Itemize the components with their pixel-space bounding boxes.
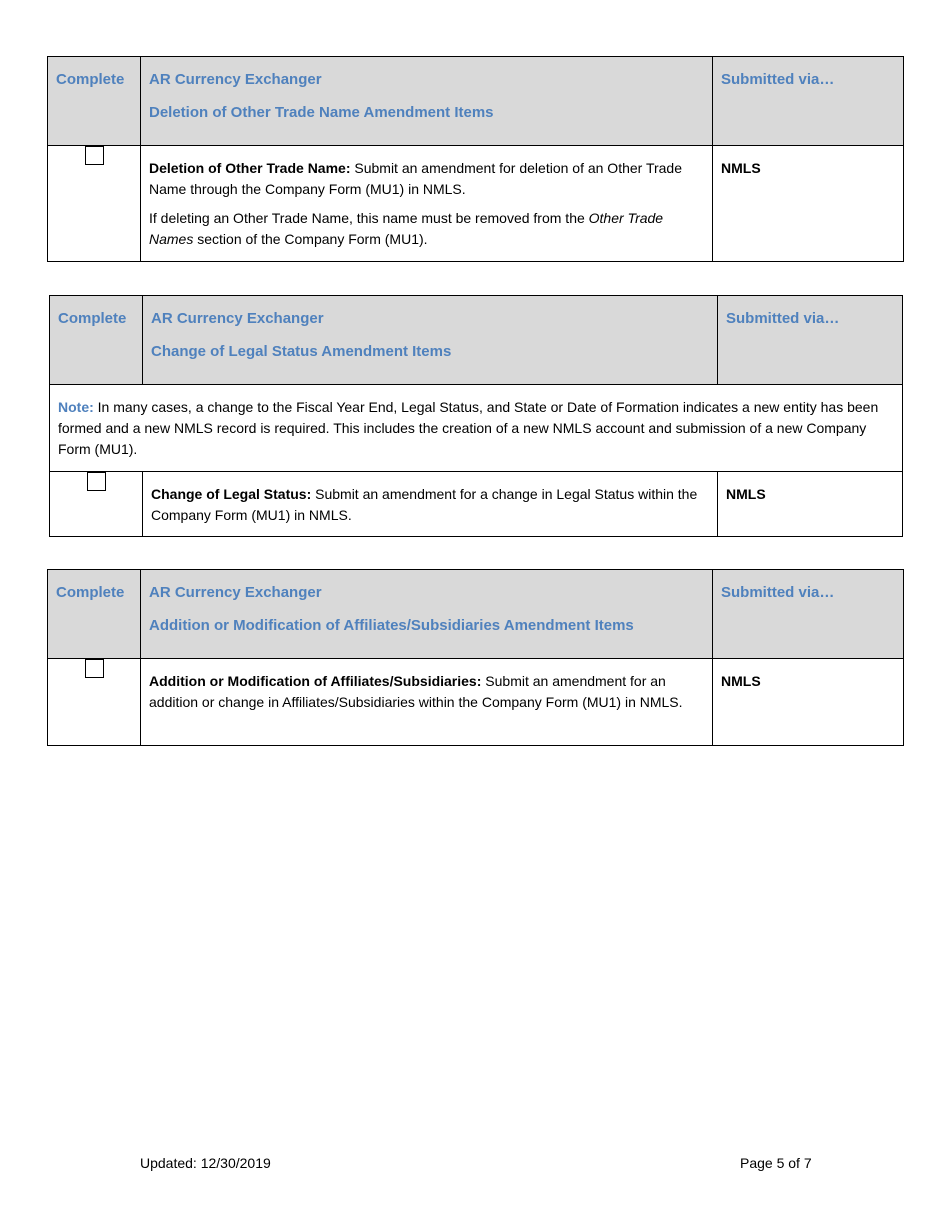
section-subtitle: Change of Legal Status Amendment Items (151, 343, 452, 360)
table-row (48, 659, 904, 746)
section-title: AR Currency Exchanger (149, 584, 322, 601)
complete-checkbox[interactable] (85, 146, 104, 165)
section-title-cell (141, 57, 713, 146)
section-subtitle: Deletion of Other Trade Name Amendment Items (149, 104, 494, 121)
complete-column-header: Complete (50, 296, 143, 385)
item-note-italic: Other Trade Names (149, 210, 664, 247)
complete-checkbox[interactable] (87, 472, 106, 491)
item-description (141, 659, 713, 746)
section-subtitle: Addition or Modification of Affiliates/Subsidiaries Amendment Items (149, 617, 634, 634)
item-label: Deletion of Other Trade Name: (149, 160, 351, 176)
complete-cell (48, 146, 141, 262)
table-row (48, 146, 904, 262)
item-note-pre: If deleting an Other Trade Name, this name must be removed from the (149, 210, 589, 226)
item-description (141, 146, 713, 262)
complete-column-header: Complete (48, 57, 141, 146)
complete-cell (48, 659, 141, 746)
submitted-via-column-header: Submitted via… (713, 57, 904, 146)
item-label: Addition or Modification of Affiliates/Subsidiaries: (149, 673, 482, 689)
amendment-table-deletion-trade-name (47, 56, 904, 262)
section-title-cell (143, 296, 718, 385)
note-cell (50, 385, 903, 472)
table-row (50, 472, 903, 537)
table-header-row (50, 296, 903, 385)
submitted-via-value: NMLS (713, 659, 904, 746)
footer-updated-date: Updated: 12/30/2019 (140, 1155, 271, 1171)
amendment-table-legal-status (49, 295, 903, 537)
section-title: AR Currency Exchanger (151, 310, 324, 327)
complete-column-header: Complete (48, 570, 141, 659)
note-label: Note: (58, 399, 94, 415)
submitted-via-column-header: Submitted via… (713, 570, 904, 659)
footer-page-number: Page 5 of 7 (740, 1155, 812, 1171)
table-header-row (48, 57, 904, 146)
amendment-table-affiliates (47, 569, 904, 746)
section-title: AR Currency Exchanger (149, 71, 322, 88)
item-text: Submit an amendment for deletion of an Other Trade Name through the Company Form (MU1) in NMLS. (149, 160, 683, 197)
note-row (50, 385, 903, 472)
submitted-via-value: NMLS (718, 472, 903, 537)
submitted-via-column-header: Submitted via… (718, 296, 903, 385)
item-label: Change of Legal Status: (151, 486, 312, 502)
item-description (143, 472, 718, 537)
note-text: In many cases, a change to the Fiscal Year End, Legal Status, and State or Date of Formation indicates a new entity has been formed and a new NMLS record is required. This includes the creation of a new NMLS account and submission of a new Company Form (MU1). (58, 399, 879, 457)
item-note-post: section of the Company Form (MU1). (193, 231, 428, 247)
complete-cell (50, 472, 143, 537)
section-title-cell (141, 570, 713, 659)
submitted-via-value: NMLS (713, 146, 904, 262)
table-header-row (48, 570, 904, 659)
complete-checkbox[interactable] (85, 659, 104, 678)
item-text: Submit an amendment for an addition or change in Affiliates/Subsidiaries within the Company Form (MU1) in NMLS. (149, 673, 683, 710)
item-text: Submit an amendment for a change in Legal Status within the Company Form (MU1) in NMLS. (151, 486, 698, 523)
